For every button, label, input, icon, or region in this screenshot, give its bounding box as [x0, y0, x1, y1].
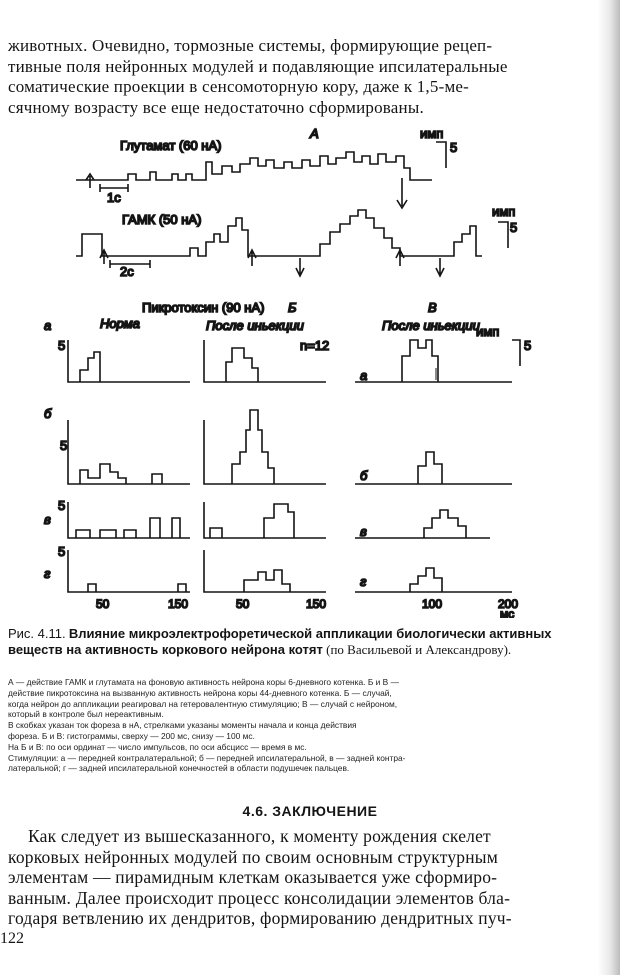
gaba-arrow-down-2: [436, 258, 444, 276]
glutamate-trace: [76, 152, 432, 180]
text-line: животных. Очевидно, тормозные системы, формирующие рецеп-: [8, 36, 493, 55]
text-line: ванным. Далее происходит процесс консолидации элементов бла-: [8, 887, 511, 908]
scale-bar-gaba: [498, 222, 508, 248]
hist-v-b: [418, 452, 442, 484]
hist-norm-b: [80, 464, 162, 484]
text-line: соматические проекции в сенсомоторную кору, даже к 1,5-ме-: [8, 77, 470, 96]
time-scale-2s-label: 2с: [120, 264, 134, 279]
panel-a-label: А: [310, 126, 319, 141]
row-label-v-a: а: [360, 368, 368, 383]
text-line: элементам — пирамидным клеткам оказывается уже сформиро-: [8, 867, 498, 888]
section-heading: 4.6. ЗАКЛЮЧЕНИЕ: [242, 803, 378, 819]
tick-200-v: 200: [498, 597, 519, 611]
hist-norm-a: [80, 352, 100, 382]
scale-5-row-g: 5: [58, 544, 66, 559]
panel-v-label: В: [428, 300, 437, 315]
scale-5-row-a: 5: [58, 338, 66, 353]
caption-source: (по Васильевой и Александрову).: [326, 642, 512, 657]
row-label-a: а: [44, 318, 52, 333]
hist-b-g-axes: [204, 550, 326, 592]
scale-bar-top: [436, 142, 446, 168]
row-label-g: г: [44, 566, 51, 581]
body-paragraph: [8, 826, 576, 929]
tick-50-norm: 50: [96, 597, 110, 611]
after-injection-label-b: После иньекции: [206, 318, 304, 333]
note-line: латеральной; г — задней ипсилатеральной конечностей в области подушечек пальцев.: [8, 763, 350, 774]
text-line: сячному возрасту все еще недостаточно сформированы.: [8, 97, 424, 117]
hist-norm-b-axes: [68, 420, 190, 484]
hist-v-a: [402, 340, 438, 382]
note-line: действие пикротоксина на вызванную активность нейрона коры 44-дневного котенка. Б — случай,: [8, 687, 392, 698]
note-line: А — действие ГАМК и глутамата на фоновую активность нейрона коры 6-дневного котенка. Б и В —: [8, 677, 399, 687]
gaba-arrow-up-1: [248, 250, 256, 266]
tick-unit-ms: мс: [500, 607, 515, 618]
text-line: годаря ветвлению их дендритов, формированию дендритных пуч-: [8, 908, 512, 929]
picrotoxin-label: Пикротоксин (90 нА): [142, 300, 265, 315]
hist-norm-a-axes: [68, 340, 190, 382]
hist-b-b: [232, 410, 274, 484]
scale-5-v: 5: [524, 338, 532, 353]
figure-4-11: [0, 118, 620, 618]
scale-5-row-v: 5: [58, 498, 66, 513]
scale-bar-v: [512, 340, 520, 366]
hist-norm-g: [88, 584, 186, 592]
page-edge-shadow: [598, 0, 620, 975]
scale-5-gaba: 5: [510, 220, 518, 235]
scale-5-top: 5: [450, 140, 458, 155]
top-paragraph: [8, 36, 576, 118]
note-line: который в контроле был нереактивным.: [8, 709, 164, 720]
scale-5-row-b: 5: [60, 438, 68, 453]
caption-notes: [8, 677, 593, 774]
caption-title: Влияние микроэлектрофоретической аппликации биологически активных веществ на активность коркового нейрона котят: [8, 626, 552, 657]
hist-norm-v: [76, 518, 180, 538]
end-arrow: [397, 178, 407, 208]
hist-b-g: [244, 570, 290, 592]
stimulus-arrow: [86, 174, 94, 188]
note-line: На Б и В: по оси ординат — число импульсов, по оси абсцисс — время в мс.: [8, 741, 307, 752]
text-line: тивные поля нейронных модулей и подавляющие ипсилатеральные: [8, 56, 508, 76]
imp-label-gaba: имп: [492, 204, 516, 219]
panel-b-label: Б: [288, 300, 297, 315]
hist-v-g: [410, 568, 442, 592]
figure-caption: [8, 626, 588, 658]
hist-norm-g-axes: [68, 550, 190, 592]
page-number: 122: [0, 930, 24, 947]
time-scale-1s-label: 1с: [107, 190, 121, 205]
imp-label-top: имп: [420, 126, 444, 141]
caption-number: Рис. 4.11.: [8, 626, 66, 641]
hist-v-v: [424, 510, 466, 538]
glutamate-label: Глутамат (60 нА): [120, 138, 222, 153]
note-line: когда нейрон до аппликации реагировал на гетеровалентную стимуляцию; В — случай с нейроном,: [8, 698, 398, 709]
row-label-v: в: [44, 512, 51, 527]
row-label-v-b: б: [360, 468, 368, 483]
note-line: В скобках указан ток фореза в нА, стрелками указаны моменты начала и конца действия: [8, 720, 357, 731]
text-line: Как следует из вышесказанного, к моменту рождения скелет: [28, 826, 491, 846]
imp-label-v: имп: [476, 324, 500, 339]
norm-label: Норма: [100, 316, 140, 331]
tick-150-norm: 150: [168, 597, 189, 611]
tick-100-v: 100: [422, 597, 443, 611]
gaba-arrow-up-2: [396, 250, 404, 266]
row-label-v-g: г: [360, 574, 367, 589]
hist-b-a: [226, 348, 258, 382]
gaba-label: ГАМК (50 нА): [122, 212, 202, 227]
tick-150-b: 150: [306, 597, 327, 611]
text-line: корковых нейронных модулей по своим основным структурным: [8, 846, 499, 867]
hist-b-v: [210, 504, 294, 538]
after-injection-label-v: После иньекции: [382, 318, 480, 333]
note-line: Стимуляции: а — передней контралатеральной; б — передней ипсилатеральной, в — задней контра-: [8, 752, 406, 763]
row-label-v-v: в: [360, 524, 367, 539]
row-label-b: б: [44, 406, 52, 421]
gaba-arrow-down-1: [296, 258, 304, 276]
tick-50-b: 50: [236, 597, 250, 611]
note-line: фореза. Б и В: гистограммы, сверху — 200 мс, снизу — 100 мс.: [8, 730, 255, 741]
n-label: n=12: [300, 338, 330, 353]
